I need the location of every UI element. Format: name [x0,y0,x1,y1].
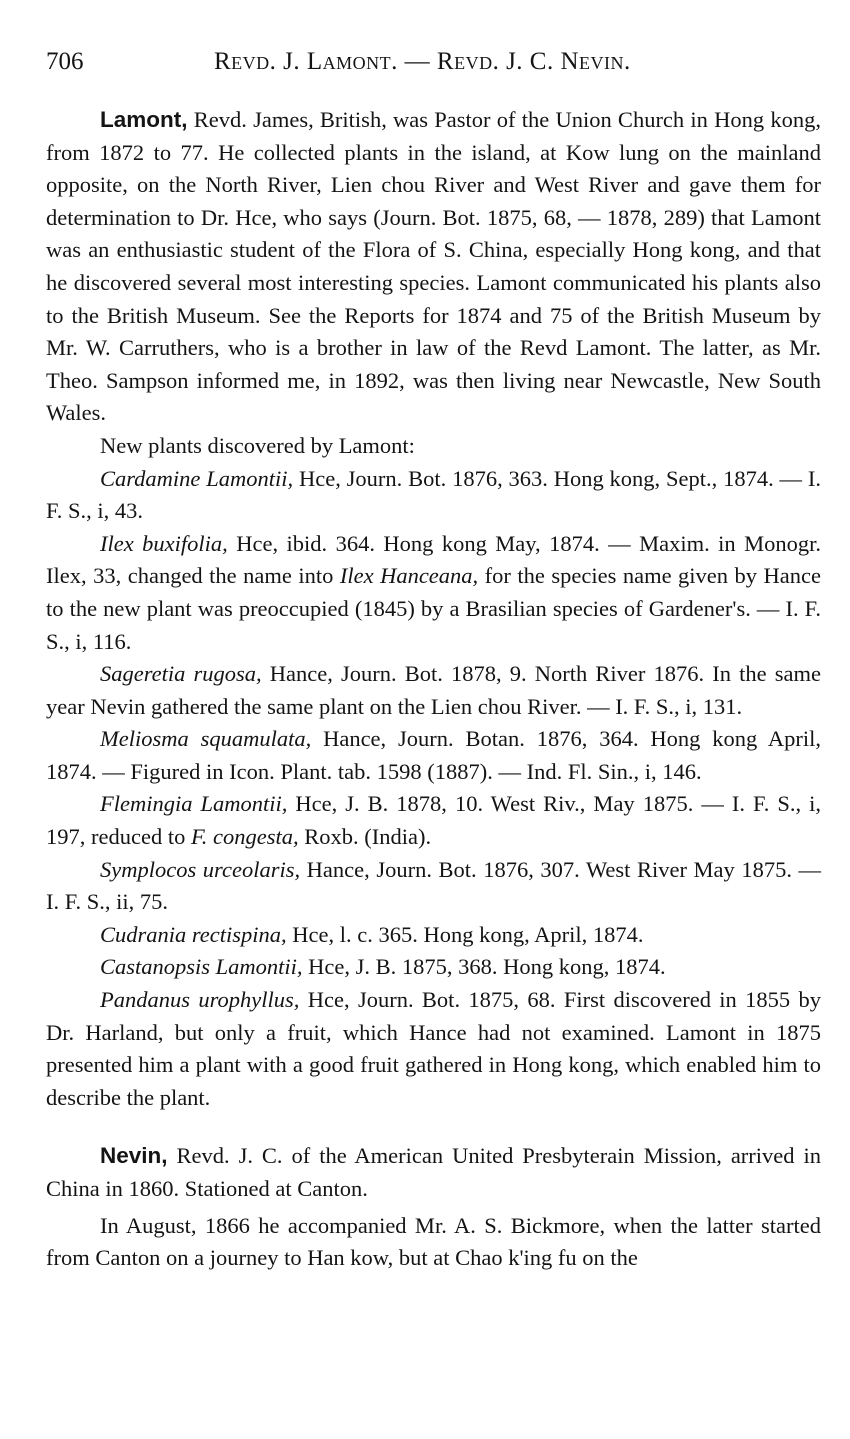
species-name: Meliosma squamulata, [100,726,312,752]
species-citation-tail: Roxb. (India). [298,824,432,850]
species-citation: Hce, J. B. 1878, 10. West Riv., May 1875. — I. F. S., i, 197, reduced to [46,791,821,850]
species-name: Cardamine Lamontii, [100,465,294,491]
species-citation: Hance, Journ. Bot. 1878, 9. North River 1876. In the same year Nevin gathered the same plant on the Lien chou River. — I. F. S., i, 131. [46,661,821,719]
species-citation: Hce, J. B. 1875, 368. Hong kong, 1874. [302,954,666,980]
alternate-species-name: F. congesta, [190,824,299,850]
species-citation: Hce, Journ. Bot. 1875, 68. First discovered in 1855 by Dr. Harland, but only a fruit, which Hance had not examined. Lamont in 1875 presented him a plant with a good fruit gathered in Hong kong, which enabled him to describe the plant. [46,987,821,1110]
species-name: Ilex buxifolia, [100,530,228,556]
plant-entry [46,984,821,1114]
species-name: Castanopsis Lamontii, [100,954,303,980]
nevin-entry [46,1140,821,1205]
alternate-species-name: Ilex Hanceana, [339,563,479,589]
lamont-name: Lamont, [100,107,188,132]
lamont-bio: Revd. James, British, was Pastor of the Union Church in Hong kong, from 1872 to 77. He collected plants in the island, at Kow lung on the mainland opposite, on the North River, Lien chou River and West River and gave them for determination to Dr. Hce, who says (Journ. Bot. 1875, 68, — 1878, 289) that Lamont was an enthusiastic student of the Flora of S. China, especially Hong kong, and that he discovered several most interesting species. Lamont communicated his plants also to the British Museum. See the Reports for 1874 and 75 of the British Museum by Mr. W. Carruthers, who is a brother in law of the Revd Lamont. The latter, as Mr. Theo. Sampson informed me, in 1892, was then living near Newcastle, New South Wales. [46,107,821,426]
species-citation: Hce, Journ. Bot. 1876, 363. Hong kong, Sept., 1874. — I. F. S., i, 43. [46,465,821,524]
plant-entry [46,658,821,723]
running-head: Revd. J. Lamont. — Revd. J. C. Nevin. [214,48,631,75]
plants-intro: New plants discovered by Lamont: [100,432,415,458]
nevin-paragraph: In August, 1866 he accompanied Mr. A. S. Bickmore, when the latter started from Canton on a journey to Han kow, but at Chao k'ing fu on the [46,1212,821,1271]
species-citation: Hance, Journ. Botan. 1876, 364. Hong kong April, 1874. — Figured in Icon. Plant. tab. 1598 (1887). — Ind. Fl. Sin., i, 146. [46,726,821,784]
plant-entry [46,723,821,788]
species-citation: Hce, ibid. 364. Hong kong May, 1874. — Maxim. in Monogr. Ilex, 33, changed the name into [46,530,821,589]
plant-entry [46,854,821,919]
section-gap [46,1114,821,1140]
plant-entry [46,528,821,658]
lamont-entry [46,104,821,430]
species-name: Symplocos urceolaris, [100,856,301,882]
page-header [46,48,826,82]
species-citation: Hance, Journ. Bot. 1876, 307. West River May 1875. — I. F. S., ii, 75. [46,856,822,915]
species-name: Sageretia rugosa, [100,661,262,687]
page-number: 706 [46,48,84,75]
species-citation-tail: for the species name given by Hance to the new plant was preoccupied (1845) by a Brasilian species of Gardener's. — I. F. S., i, 116. [46,563,821,654]
species-name: Cudrania rectispina, [100,921,287,947]
plant-entry [46,788,821,853]
page-body [46,104,821,1275]
plant-entry [46,951,821,984]
species-name: Flemingia Lamontii, [100,791,288,817]
plant-entry [46,919,821,952]
species-citation: Hce, l. c. 365. Hong kong, April, 1874. [286,921,644,947]
plant-entry [46,463,821,528]
species-name: Pandanus urophyllus, [100,987,300,1013]
nevin-bio: Revd. J. C. of the American United Presbyterain Mission, arrived in China in 1860. Stationed at Canton. [46,1143,821,1201]
plant-list [46,463,821,1115]
nevin-name: Nevin, [100,1143,168,1169]
